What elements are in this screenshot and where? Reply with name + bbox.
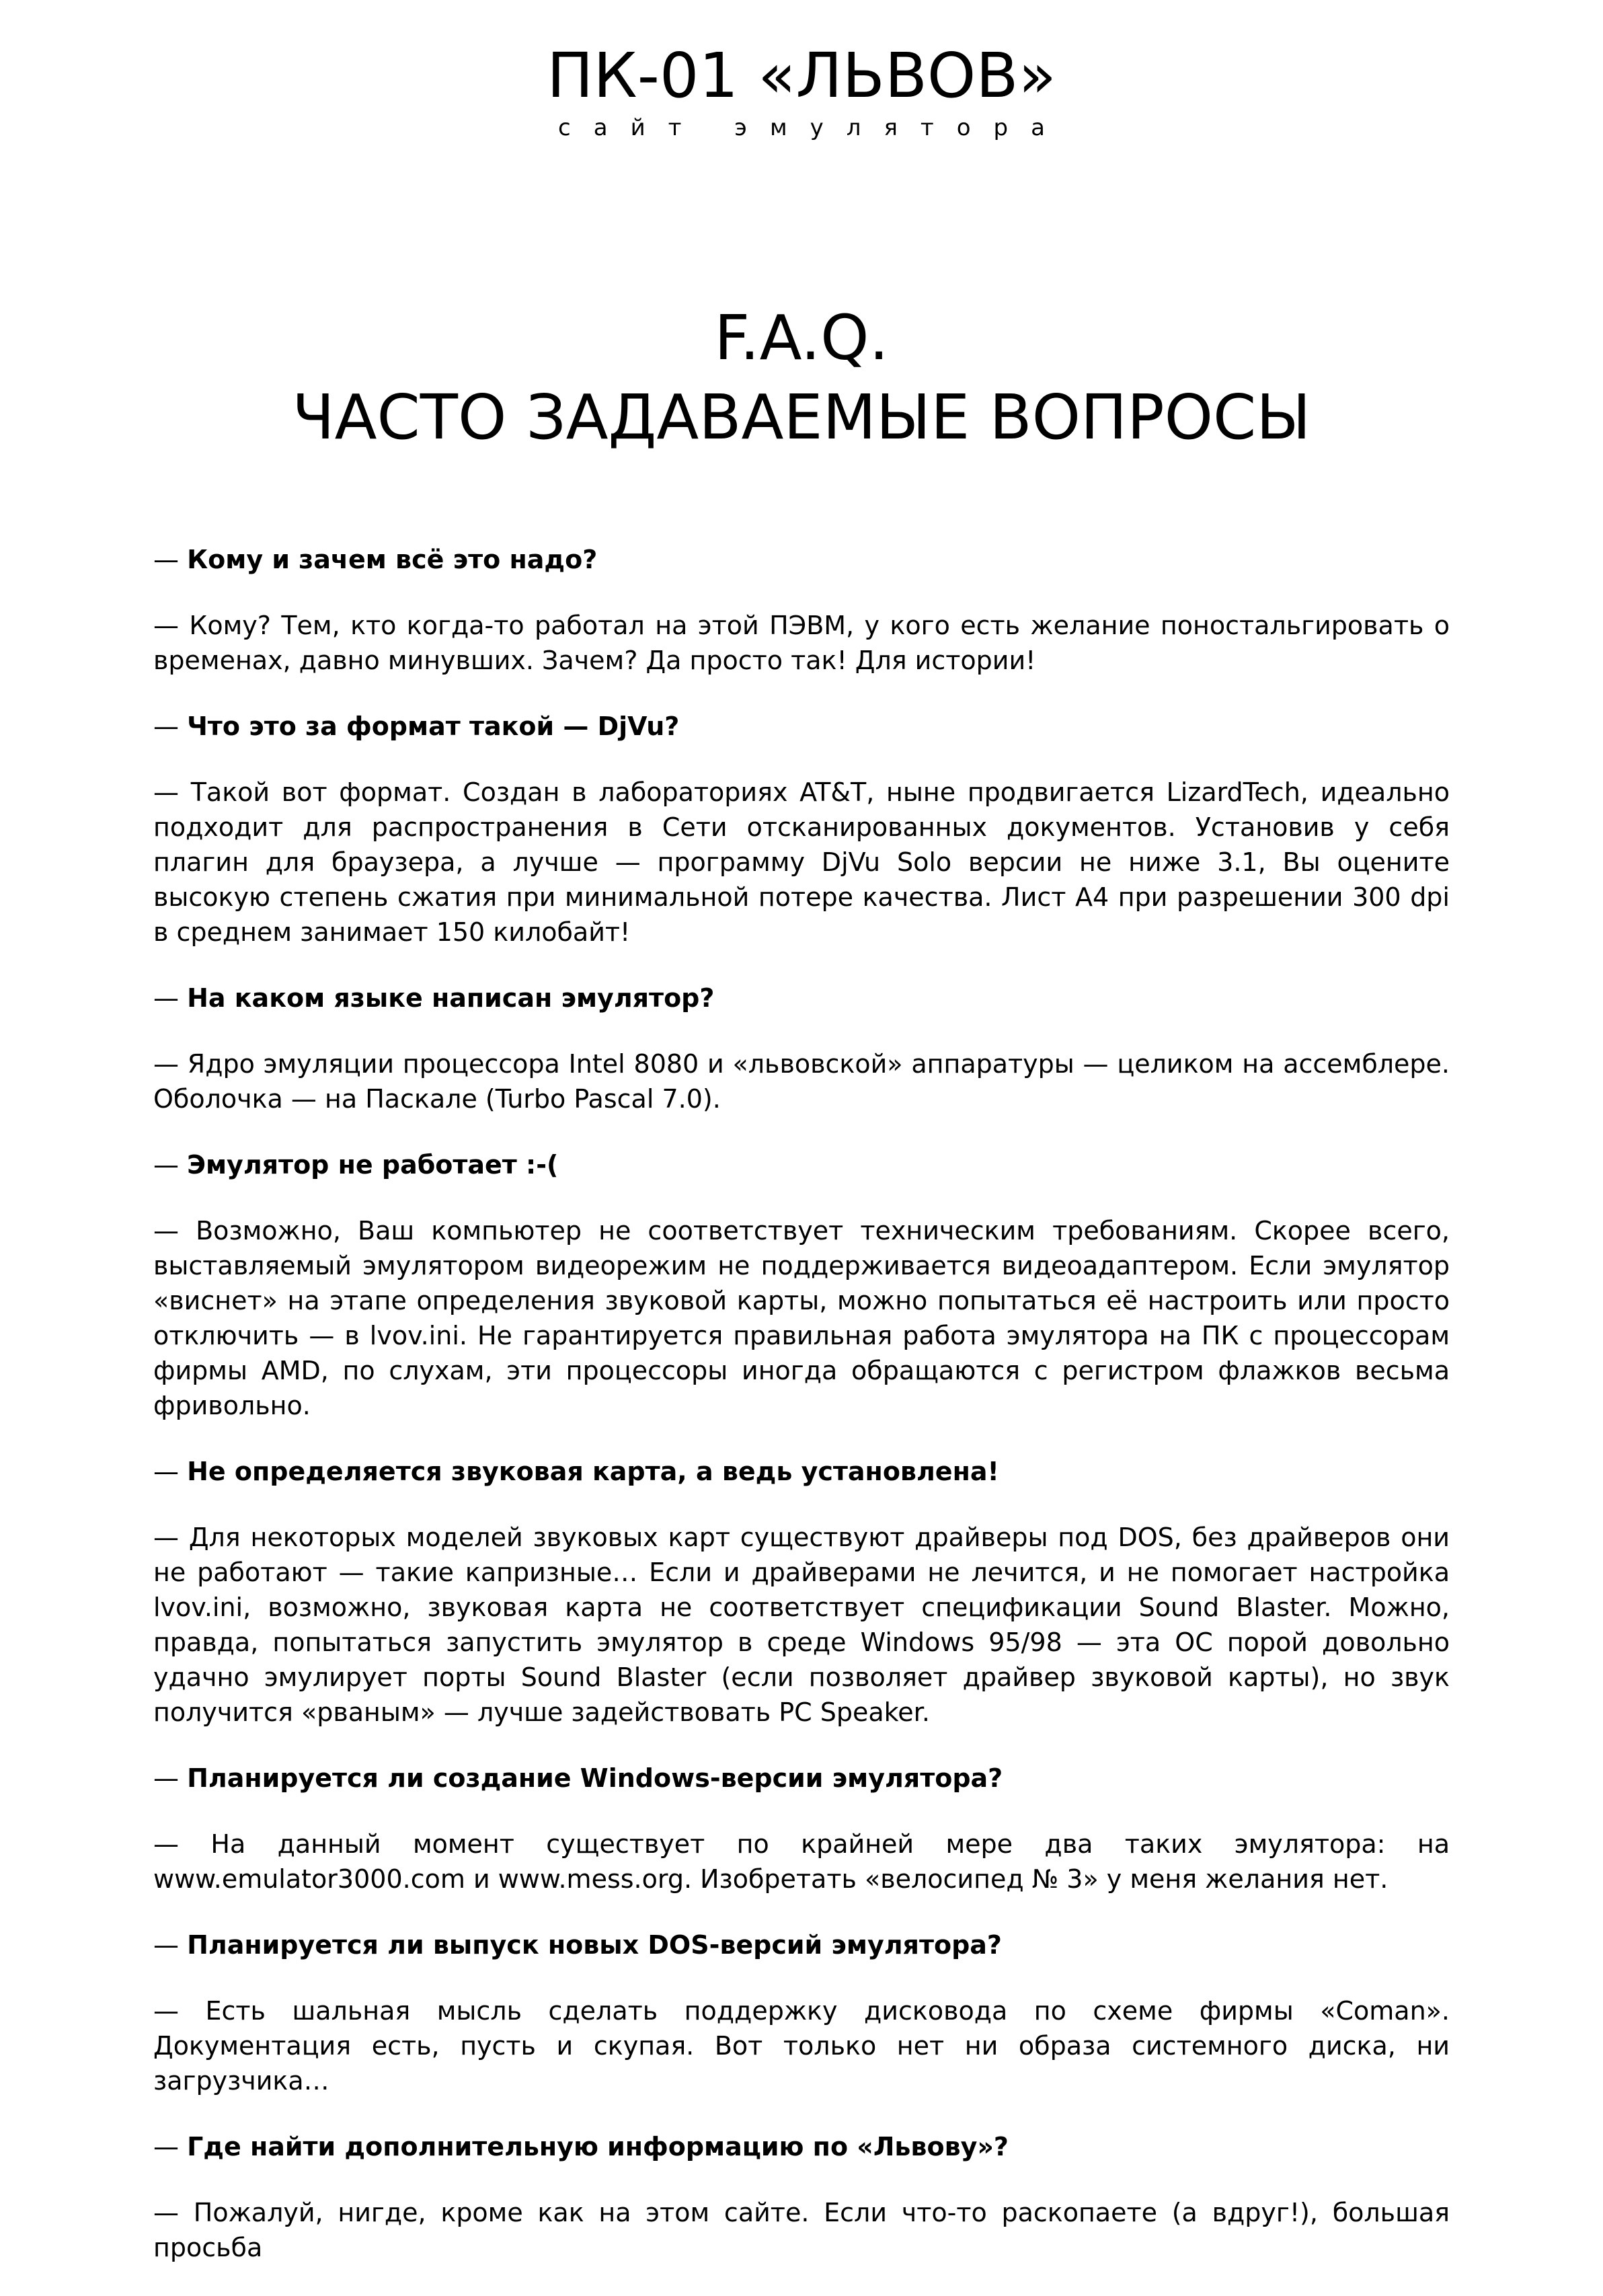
question-text: На каком языке написан эмулятор? bbox=[187, 983, 715, 1013]
question-text: Где найти дополнительную информацию по «Львову»? bbox=[187, 2132, 1009, 2161]
question-text: Планируется ли создание Windows-версии эмулятора? bbox=[187, 1763, 1003, 1793]
faq-answer-6: — На данный момент существует по крайней мере два таких эмулятора: на www.emulator3000.com и www.mess.org. Изобретать «велосипед № 3» у меня желания нет. bbox=[153, 1829, 1450, 1894]
question-text: Планируется ли выпуск новых DOS-версий эмулятора? bbox=[187, 1930, 1002, 1960]
question-dash: — bbox=[153, 2132, 188, 2161]
question-dash: — bbox=[153, 712, 188, 741]
question-dash: — bbox=[153, 1150, 188, 1180]
faq-question-7 bbox=[153, 1927, 1450, 1962]
faq-question-8 bbox=[153, 2129, 1450, 2164]
faq-heading bbox=[0, 299, 1603, 457]
faq-heading-line1: F.A.Q. bbox=[714, 302, 889, 374]
faq-answer-4: — Возможно, Ваш компьютер не соответствует техническим требованиям. Скорее всего, выставляемый эмулятором видеорежим не поддерживается видеоадаптером. Если эмулятор «виснет» на этапе определения звуковой карты, можно попытаться её настроить или просто отключить — в lvov.ini. Не гарантируется правильная работа эмулятора на ПК с процессорам фирмы AMD, по слухам, эти процессоры иногда обращаются с регистром флажков весьма фривольно. bbox=[153, 1216, 1450, 1420]
site-subtitle: сайт эмулятора bbox=[558, 114, 1068, 141]
faq-question-1 bbox=[153, 542, 1450, 577]
faq-answer-2: — Такой вот формат. Создан в лабораториях AT&T, ныне продвигается LizardTech, идеально подходит для распространения в Сети отсканированных документов. Установив у себя плагин для браузера, а лучше — программу DjVu Solo версии не ниже 3.1, Вы оцените высокую степень сжатия при минимальной потере качества. Лист А4 при разрешении 300 dpi в среднем занимает 150 килобайт! bbox=[153, 777, 1450, 947]
faq-answer-3: — Ядро эмуляции процессора Intel 8080 и «львовской» аппаратуры — целиком на ассемблере. Оболочка — на Паскале (Turbo Pascal 7.0). bbox=[153, 1049, 1450, 1114]
faq-answer-8: — Пожалуй, нигде, кроме как на этом сайте. Если что-то раскопаете (а вдруг!), большая просьба bbox=[153, 2198, 1450, 2262]
question-dash: — bbox=[153, 983, 188, 1013]
question-text: Кому и зачем всё это надо? bbox=[187, 545, 598, 574]
question-dash: — bbox=[153, 1457, 188, 1486]
site-title: ПК-01 «ЛЬВОВ» bbox=[547, 40, 1056, 112]
faq-heading-line2: ЧАСТО ЗАДАВАЕМЫЕ ВОПРОСЫ bbox=[292, 381, 1311, 453]
faq-question-6 bbox=[153, 1761, 1450, 1796]
question-dash: — bbox=[153, 1930, 188, 1960]
question-dash: — bbox=[153, 1763, 188, 1793]
faq-question-2 bbox=[153, 709, 1450, 744]
faq-list bbox=[153, 542, 1450, 2296]
question-text: Эмулятор не работает :-( bbox=[187, 1150, 559, 1180]
faq-question-4 bbox=[153, 1147, 1450, 1182]
faq-question-3 bbox=[153, 981, 1450, 1016]
question-dash: — bbox=[153, 545, 188, 574]
question-text: Что это за формат такой — DjVu? bbox=[187, 712, 680, 741]
faq-question-5 bbox=[153, 1454, 1450, 1489]
faq-answer-5: — Для некоторых моделей звуковых карт существуют драйверы под DOS, без драйверов они не работают — такие капризные… Если и драйверами не лечится, и не помогает настройка lvov.ini, возможно, звуковая карта не соответствует спецификации Sound Blaster. Можно, правда, попытаться запустить эмулятор в среде Windows 95/98 — эта ОС порой довольно удачно эмулирует порты Sound Blaster (если позволяет драйвер звуковой карты), но звук получится «рваным» — лучше задействовать PC Speaker. bbox=[153, 1523, 1450, 1727]
faq-answer-7: — Есть шальная мысль сделать поддержку дисковода по схеме фирмы «Coman». Документация есть, пусть и скупая. Вот только нет ни образа системного диска, ни загрузчика… bbox=[153, 1996, 1450, 2096]
faq-answer-1: — Кому? Тем, кто когда-то работал на этой ПЭВМ, у кого есть желание поностальгировать о временах, давно минувших. Зачем? Да просто так! Для истории! bbox=[153, 611, 1450, 675]
question-text: Не определяется звуковая карта, а ведь установлена! bbox=[187, 1457, 999, 1486]
